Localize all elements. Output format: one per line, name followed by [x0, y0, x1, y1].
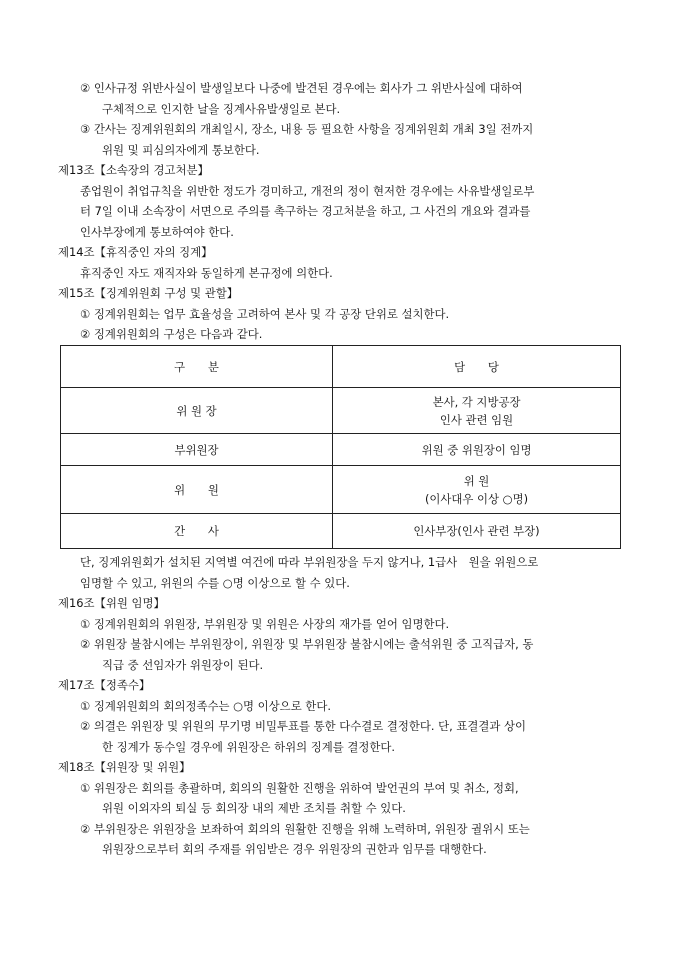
paragraph-line: ① 징계위원회의 회의정족수는 ○명 이상으로 한다. [80, 698, 331, 713]
article-heading: 제15조【징계위원회 구성 및 관할】 [58, 286, 239, 300]
duty-secretary [333, 514, 621, 549]
role-vice-chairman: 부위원장 [61, 434, 333, 466]
paragraph-line: 위원 이외자의 퇴실 등 회의장 내의 제반 조치를 취할 수 있다. [102, 801, 406, 815]
paragraph-line: ① 징계위원회의 위원장, 부위원장 및 위원은 사장의 재가를 얻어 임명한다. [80, 616, 450, 631]
paragraph-line: ① 징계위원회는 업무 효율성을 고려하여 본사 및 각 공장 단위로 설치한다. [80, 306, 450, 321]
paragraph-line: ② 의결은 위원장 및 위원의 무기명 비밀투표를 통한 다수결로 결정한다. 단, 표결결과 상이 [80, 719, 527, 733]
paragraph-line: ① 위원장은 회의를 총괄하며, 회의의 원활한 진행을 위하여 발언권의 부여 및 취소, 정회, [80, 780, 519, 795]
header-duty: 담 당 [333, 346, 621, 388]
role-member: 위 원 [61, 466, 333, 514]
role-chairman: 위 원 장 [61, 388, 333, 434]
table-row [61, 434, 621, 466]
paragraph-line: 휴직중인 자도 재직자와 동일하게 본규정에 의한다. [80, 265, 333, 280]
article-heading: 제14조【휴직중인 자의 징계】 [58, 245, 213, 259]
committee-composition-table [60, 345, 621, 549]
paragraph-line: 구체적으로 인지한 날을 징계사유발생일로 본다. [102, 101, 341, 116]
paragraph-line: 터 7일 이내 소속장이 서면으로 주의를 촉구하는 경고처분을 하고, 그 사건의 개요와 결과를 [80, 204, 531, 218]
paragraph-line: 위원장으로부터 회의 주재를 위임받은 경우 위원장의 권한과 임무를 대행한다. [102, 842, 487, 856]
paragraph-line: 직급 중 선임자가 위원장이 된다. [102, 657, 264, 672]
table-row [61, 388, 621, 434]
duty-chairman [333, 388, 621, 434]
duty-line: 위원 중 위원장이 임명 [421, 442, 532, 457]
table-header-row [61, 346, 621, 388]
duty-line: 본사, 각 지방공장 [432, 394, 521, 409]
paragraph-line: 임명할 수 있고, 위원의 수를 ○명 이상으로 할 수 있다. [80, 575, 350, 590]
article-heading: 제16조【위원 임명】 [58, 596, 165, 610]
paragraph-line: 종업원이 취업규칙을 위반한 정도가 경미하고, 개전의 정이 현저한 경우에는 사유발생일로부 [80, 183, 535, 198]
duty-member [333, 466, 621, 514]
article-heading: 제17조【정족수】 [58, 678, 151, 692]
paragraph-line: ② 징계위원회의 구성은 다음과 같다. [80, 327, 263, 341]
paragraph-line: 위원 및 피심의자에게 통보한다. [102, 142, 260, 157]
paragraph-line: ② 부위원장은 위원장을 보좌하여 회의의 원활한 진행을 위해 노력하며, 위원장 궐위시 또는 [80, 821, 530, 836]
paragraph-line: ③ 간사는 징계위원회의 개최일시, 장소, 내용 등 필요한 사항을 징계위원회 개최 3일 전까지 [80, 122, 534, 136]
table-row [61, 466, 621, 514]
article-heading: 제18조【위원장 및 위원】 [58, 760, 191, 774]
header-category: 구 분 [61, 346, 333, 388]
duty-line: 인사 관련 임원 [439, 412, 514, 427]
duty-vice-chairman [333, 434, 621, 466]
duty-line: 인사부장(인사 관련 부장) [413, 524, 540, 538]
role-secretary: 간 사 [61, 514, 333, 549]
paragraph-line: 인사부장에게 통보하여야 한다. [80, 224, 234, 239]
duty-line: 위 원 [463, 473, 490, 488]
paragraph-line: 단, 징계위원회가 설치된 지역별 여건에 따라 부위원장을 두지 않거나, 1급사 원을 위원으로 [80, 555, 539, 569]
table-row [61, 514, 621, 549]
paragraph-line: 한 징계가 동수일 경우에 위원장은 하위의 징계를 결정한다. [102, 739, 396, 754]
article-heading: 제13조【소속장의 경고처분】 [58, 163, 209, 177]
paragraph-line: ② 위원장 불참시에는 부위원장이, 위원장 및 부위원장 불참시에는 출석위원 중 고직급자, 동 [80, 637, 534, 651]
duty-line: (이사대우 이상 ○명) [424, 491, 529, 506]
paragraph-line: ② 인사규정 위반사실이 발생일보다 나중에 발견된 경우에는 회사가 그 위반사실에 대하여 [80, 81, 523, 95]
